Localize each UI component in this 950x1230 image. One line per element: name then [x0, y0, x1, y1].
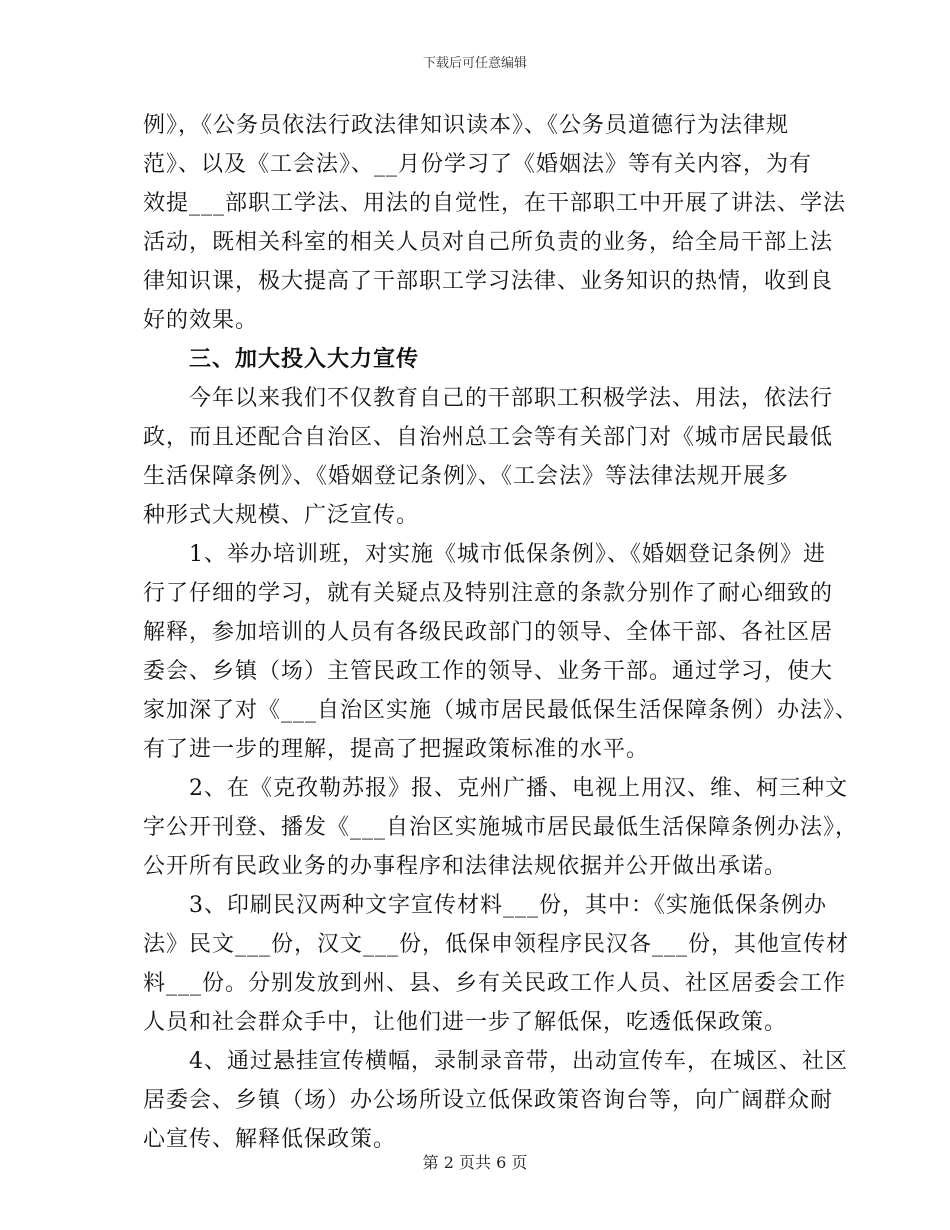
paragraph-line: 4、通过悬挂宣传横幅，录制录音带，出动宣传车，在城区、社区	[143, 1049, 848, 1074]
paragraph-line: 今年以来我们不仅教育自己的干部职工积极学法、用法，依法行	[143, 386, 834, 411]
page-footer: 第 2 页共 6 页	[422, 1153, 528, 1172]
paragraph-line: 1、举办培训班，对实施《城市低保条例》、《婚姻登记条例》进	[143, 542, 826, 567]
paragraph-line: 好的效果。	[143, 308, 259, 333]
paragraph-line: 公开所有民政业务的办事程序和法律法规依据并公开做出承诺。	[143, 854, 788, 879]
paragraph-line: 人员和社会群众手中，让他们进一步了解低保，吃透低保政策。	[143, 1010, 788, 1035]
paragraph-line: 生活保障条例》、《婚姻登记条例》、《工会法》等法律法规开展多	[143, 464, 790, 489]
section-heading: 三、加大投入大力宣传	[143, 346, 420, 372]
page-header: 下载后可任意编辑	[422, 56, 527, 71]
paragraph-line: 心宣传、解释低保政策。	[143, 1127, 397, 1152]
paragraph-line: 字公开刊登、播发《___自治区实施城市居民最低生活保障条例办法》，	[143, 815, 859, 840]
paragraph-line: 3、印刷民汉两种文字宣传材料___份，其中：《实施低保条例办	[143, 893, 827, 918]
paragraph-line: 2、在《克孜勒苏报》报、克州广播、电视上用汉、维、柯三种文	[143, 776, 848, 801]
paragraph-line: 律知识课，极大提高了干部职工学习法律、业务知识的热情，收到良	[143, 269, 834, 294]
paragraph-line: 家加深了对《___自治区实施（城市居民最低保生活保障条例）办法》、	[143, 698, 859, 723]
paragraph-line: 料___份。分别发放到州、县、乡有关民政工作人员、社区居委会工作	[143, 971, 847, 996]
paragraph-line: 居委会、乡镇（场）办公场所设立低保政策咨询台等，向广阔群众耐	[143, 1088, 834, 1113]
paragraph-line: 有了进一步的理解，提高了把握政策标准的水平。	[143, 737, 650, 762]
paragraph-line: 解释，参加培训的人员有各级民政部门的领导、全体干部、各社区居	[143, 620, 834, 645]
paragraph-line: 效提___部职工学法、用法的自觉性，在干部职工中开展了讲法、学法	[143, 191, 847, 216]
paragraph-line: 种形式大规模、广泛宣传。	[143, 503, 420, 528]
paragraph-line: 活动，既相关科室的相关人员对自己所负责的业务，给全局干部上法	[143, 230, 834, 255]
document-body	[143, 106, 859, 1159]
paragraph-line: 行了仔细的学习，就有关疑点及特别注意的条款分别作了耐心细致的	[143, 581, 834, 606]
paragraph-line: 委会、乡镇（场）主管民政工作的领导、业务干部。通过学习，使大	[143, 659, 834, 684]
paragraph-line: 例》，《公务员依法行政法律知识读本》、《公务员道德行为法律规	[143, 113, 790, 138]
paragraph-line: 范》、以及《工会法》、__月份学习了《婚姻法》等有关内容，为有	[143, 152, 813, 177]
paragraph-line: 政，而且还配合自治区、自治州总工会等有关部门对《城市居民最低	[143, 425, 834, 450]
paragraph-line: 法》民文___份，汉文___份，低保申领程序民汉各___份，其他宣传材	[143, 932, 850, 957]
